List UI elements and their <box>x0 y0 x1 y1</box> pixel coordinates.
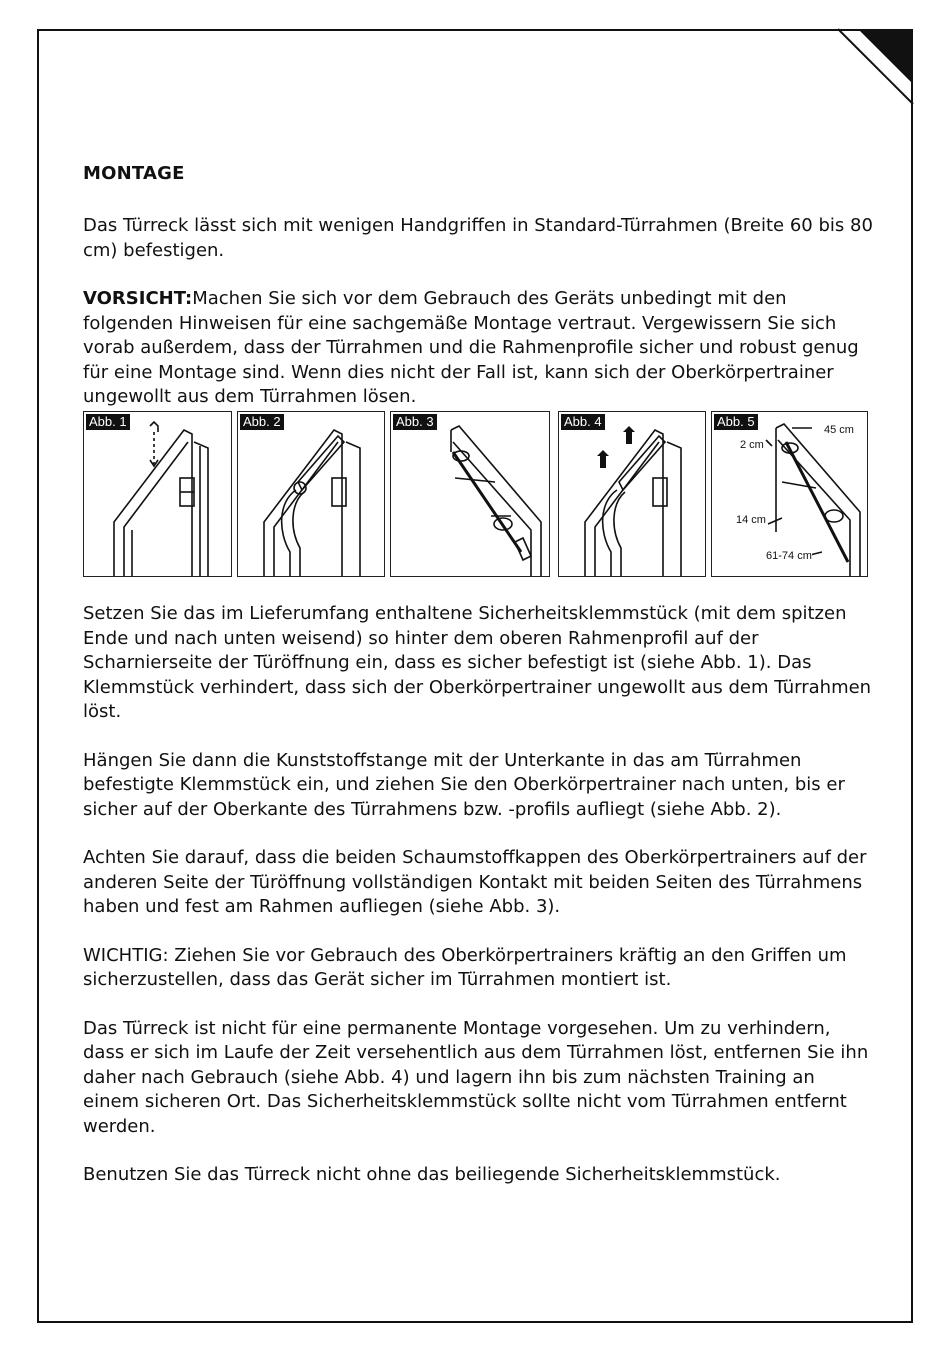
figure-1-label: Abb. 1 <box>86 414 130 430</box>
warning-paragraph <box>83 287 873 410</box>
dimension-45cm: 45 cm <box>824 424 854 436</box>
dimension-2cm: 2 cm <box>740 439 764 451</box>
intro-paragraph: Das Türreck lässt sich mit wenigen Handgriffen in Standard-Türrahmen (Breite 60 bis 80 cm) befestigen. <box>83 215 873 261</box>
dimension-14cm: 14 cm <box>736 514 766 526</box>
paragraph-step-3: Achten Sie darauf, dass die beiden Schaumstoffkappen des Oberkörpertrainers auf der anderen Seite der Türöffnung vollständigen Kontakt mit beiden Seiten des Türrahmens haben und fest am Rahmen aufliegen (siehe Abb. 3). <box>83 847 867 917</box>
figure-1-drawing <box>84 412 232 577</box>
figure-3-label: Abb. 3 <box>393 414 437 430</box>
figure-4 <box>558 411 706 577</box>
figure-5 <box>711 411 868 577</box>
paragraph-safety-clamp: Benutzen Sie das Türreck nicht ohne das beiliegende Sicherheitsklemmstück. <box>83 1164 781 1185</box>
figure-5-label: Abb. 5 <box>714 414 758 430</box>
instructions-text <box>83 160 873 410</box>
figure-2-label: Abb. 2 <box>240 414 284 430</box>
paragraph-important: WICHTIG: Ziehen Sie vor Gebrauch des Oberkörpertrainers kräftig an den Griffen um sicherzustellen, dass das Gerät sicher im Türrahmen montiert ist. <box>83 944 847 990</box>
dimension-61-74cm: 61-74 cm <box>766 550 812 562</box>
figure-2 <box>237 411 385 577</box>
figure-1 <box>83 411 232 577</box>
figure-3-drawing <box>391 412 550 577</box>
figure-4-label: Abb. 4 <box>561 414 605 430</box>
section-heading: MONTAGE <box>83 163 185 184</box>
paragraph-removal: Das Türreck ist nicht für eine permanente Montage vorgesehen. Um zu verhindern, dass er sich im Laufe der Zeit versehentlich aus dem Türrahmen löst, entfernen Sie ihn daher nach Gebrauch (siehe Abb. 4) und lagern ihn bis zum nächsten Training an einem sicheren Ort. Das Sicherheitsklemmstück sollte nicht vom Türrahmen entfernt werden. <box>83 1017 869 1137</box>
figure-strip <box>83 411 868 579</box>
warning-text: Machen Sie sich vor dem Gebrauch des Geräts unbedingt mit den folgenden Hinweisen für eine sachgemäße Montage vertraut. Vergewissern Sie sich vorab außerdem, dass der Türrahmen und die Rahmenprofile sicher und robust genug für eine Montage sind. Wenn dies nicht der Fall ist, kann sich der Oberkörpertrainer ungewollt aus dem Türrahmen lösen. <box>83 288 859 407</box>
paragraph-step-2: Hängen Sie dann die Kunststoffstange mit der Unterkante in das am Türrahmen befestigte Klemmstück ein, und ziehen Sie den Oberkörpertrainer nach unten, bis er sicher auf der Oberkante des Türrahmens bzw. -profils aufliegt (siehe Abb. 2). <box>83 749 845 820</box>
figure-4-drawing <box>559 412 706 577</box>
figure-2-drawing <box>238 412 385 577</box>
figure-3 <box>390 411 550 577</box>
warning-label: VORSICHT: <box>83 288 193 309</box>
paragraph-step-1: Setzen Sie das im Lieferumfang enthaltene Sicherheitsklemmstück (mit dem spitzen Ende und nach unten weisend) so hinter dem oberen Rahmenprofil auf der Scharnierseite der Türöffnung ein, dass es sicher befestigt ist (siehe Abb. 1). Das Klemmstück verhindert, dass sich der Oberkörpertrainer ungewollt aus dem Türrahmen löst. <box>83 603 872 722</box>
instructions-body <box>83 602 873 1188</box>
